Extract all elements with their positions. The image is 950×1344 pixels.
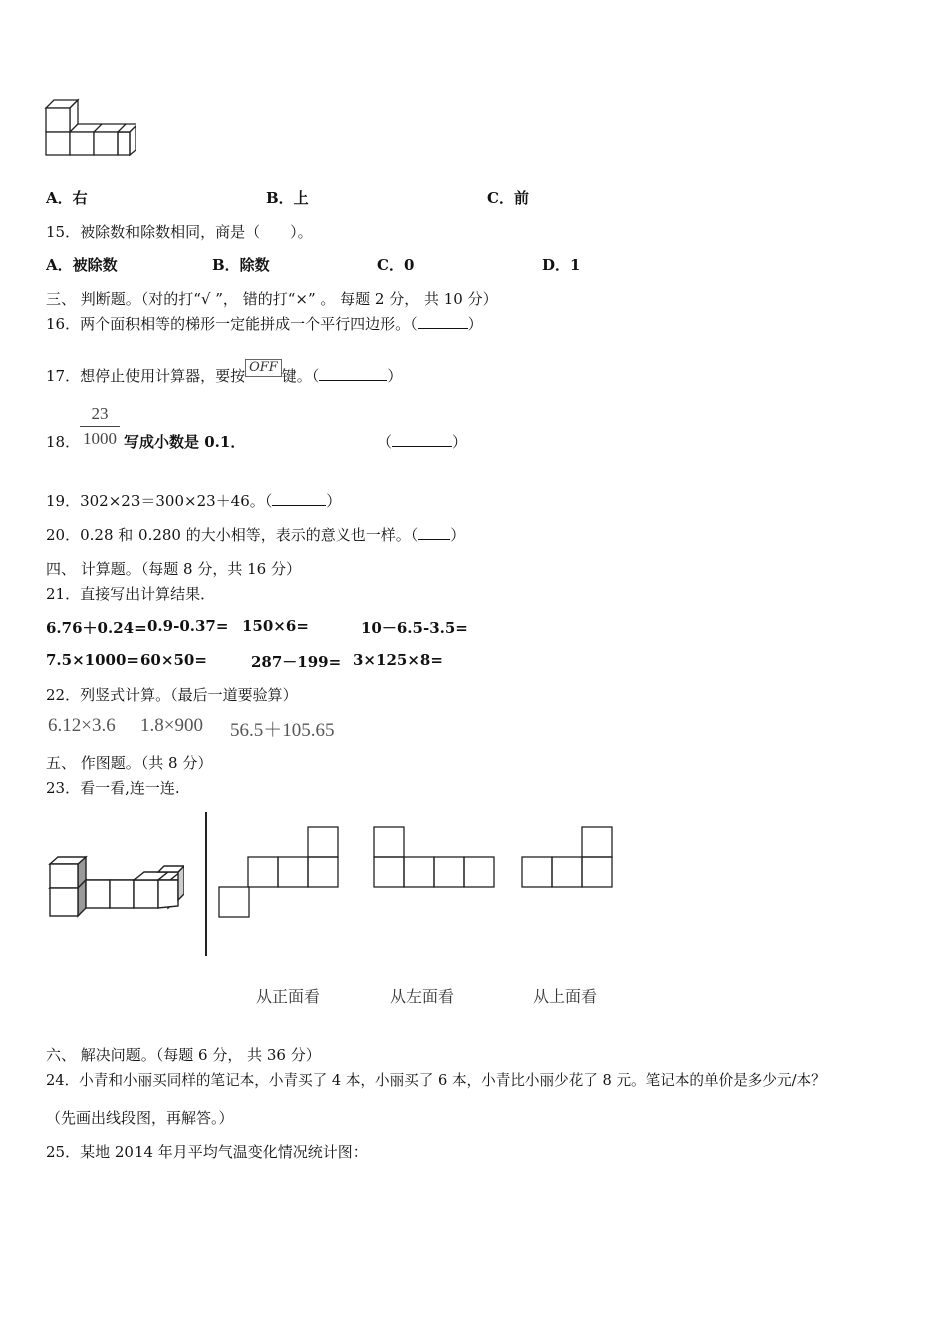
q23-3d-figure bbox=[48, 850, 184, 920]
q15-option-d[interactable]: D．1 bbox=[542, 256, 581, 274]
q18-fraction bbox=[80, 404, 120, 449]
calc-item: 0.9-0.37= bbox=[147, 617, 229, 635]
view-label-front[interactable]: 从正面看 bbox=[256, 987, 321, 1006]
q14-option-a[interactable]: A．右 bbox=[46, 189, 88, 207]
section4-title: 四、 计算题。（每题 8 分，共 16 分） bbox=[46, 560, 301, 578]
view-option-3[interactable] bbox=[521, 826, 614, 888]
calc-item: 6.76＋0.24= bbox=[46, 619, 147, 637]
q14-cube-figure bbox=[44, 98, 136, 158]
calc-item: 60×50= bbox=[140, 651, 207, 669]
q16-label: 16．两个面积相等的梯形一定能拼成一个平行四边形。（ bbox=[46, 315, 418, 333]
q17-label-post: 键。（ bbox=[281, 367, 320, 385]
vertical-calc-item: 56.5＋105.65 bbox=[230, 720, 335, 741]
q15-option-c[interactable]: C．0 bbox=[377, 256, 415, 274]
q16-text bbox=[46, 313, 483, 334]
q18-numerator: 23 bbox=[91, 404, 109, 423]
section3-title: 三、 判断题。（对的打“√ ”， 错的打“×” 。 每题 2 分， 共 10 分） bbox=[46, 290, 498, 308]
q17-answer-blank[interactable] bbox=[319, 366, 387, 381]
q18-denominator: 1000 bbox=[83, 429, 117, 448]
q17-label: 17．想停止使用计算器，要按 bbox=[46, 367, 246, 385]
calc-item: 10－6.5-3.5= bbox=[361, 619, 468, 637]
q20-close: ） bbox=[450, 526, 466, 544]
view-label-left[interactable]: 从左面看 bbox=[390, 987, 455, 1006]
q18-text: 写成小数是 0.1． bbox=[124, 433, 246, 451]
q16-close: ） bbox=[467, 315, 483, 333]
q23-text: 23．看一看,连一连. bbox=[46, 779, 180, 797]
off-key: OFF bbox=[245, 359, 282, 377]
q25-text: 25．某地 2014 年月平均气温变化情况统计图： bbox=[46, 1143, 368, 1161]
q20-label: 20．0.28 和 0.280 的大小相等，表示的意义也一样。（ bbox=[46, 526, 419, 544]
view-label-top[interactable]: 从上面看 bbox=[533, 987, 598, 1006]
q18-answer bbox=[377, 431, 467, 452]
vertical-calc-item: 6.12×3.6 bbox=[48, 715, 116, 736]
q24-note: （先画出线段图，再解答。） bbox=[46, 1109, 234, 1127]
q15-option-a[interactable]: A．被除数 bbox=[46, 256, 118, 274]
q16-answer-blank[interactable] bbox=[418, 314, 468, 329]
calc-item: 3×125×8= bbox=[353, 651, 443, 669]
q24-text: 24．小青和小丽买同样的笔记本，小青买了 4 本，小丽买了 6 本，小青比小丽少花了 8 元。笔记本的单价是多少元/本？ bbox=[46, 1072, 826, 1089]
q22-text: 22．列竖式计算。（最后一道要验算） bbox=[46, 686, 298, 704]
q18-close: ） bbox=[452, 433, 468, 451]
q18-open: （ bbox=[377, 433, 393, 451]
calc-item: 150×6= bbox=[242, 617, 309, 635]
q21-text: 21．直接写出计算结果． bbox=[46, 585, 216, 603]
q19-close: ） bbox=[326, 492, 342, 510]
view-option-1[interactable] bbox=[218, 826, 340, 918]
vertical-calc-item: 1.8×900 bbox=[140, 715, 203, 736]
q18-answer-blank[interactable] bbox=[392, 432, 452, 447]
view-option-2[interactable] bbox=[373, 826, 496, 888]
divider-line bbox=[205, 812, 207, 956]
q19-label: 19．302×23＝300×23＋46。（ bbox=[46, 492, 273, 510]
q19-text bbox=[46, 490, 341, 511]
calc-item: 7.5×1000= bbox=[46, 651, 139, 669]
q17-close: ） bbox=[387, 367, 403, 385]
section5-title: 五、 作图题。（共 8 分） bbox=[46, 754, 213, 772]
q14-option-c[interactable]: C．前 bbox=[487, 189, 529, 207]
q15-text: 15．被除数和除数相同，商是（ ）。 bbox=[46, 223, 313, 241]
q17-text bbox=[46, 359, 402, 386]
q20-text bbox=[46, 524, 465, 545]
q20-answer-blank[interactable] bbox=[418, 525, 450, 540]
q18-number: 18． bbox=[46, 433, 81, 451]
q14-option-b[interactable]: B．上 bbox=[266, 189, 309, 207]
section6-title: 六、 解决问题。（每题 6 分， 共 36 分） bbox=[46, 1046, 321, 1064]
q19-answer-blank[interactable] bbox=[272, 491, 326, 506]
q15-option-b[interactable]: B．除数 bbox=[212, 256, 270, 274]
calc-item: 287－199= bbox=[251, 653, 342, 671]
